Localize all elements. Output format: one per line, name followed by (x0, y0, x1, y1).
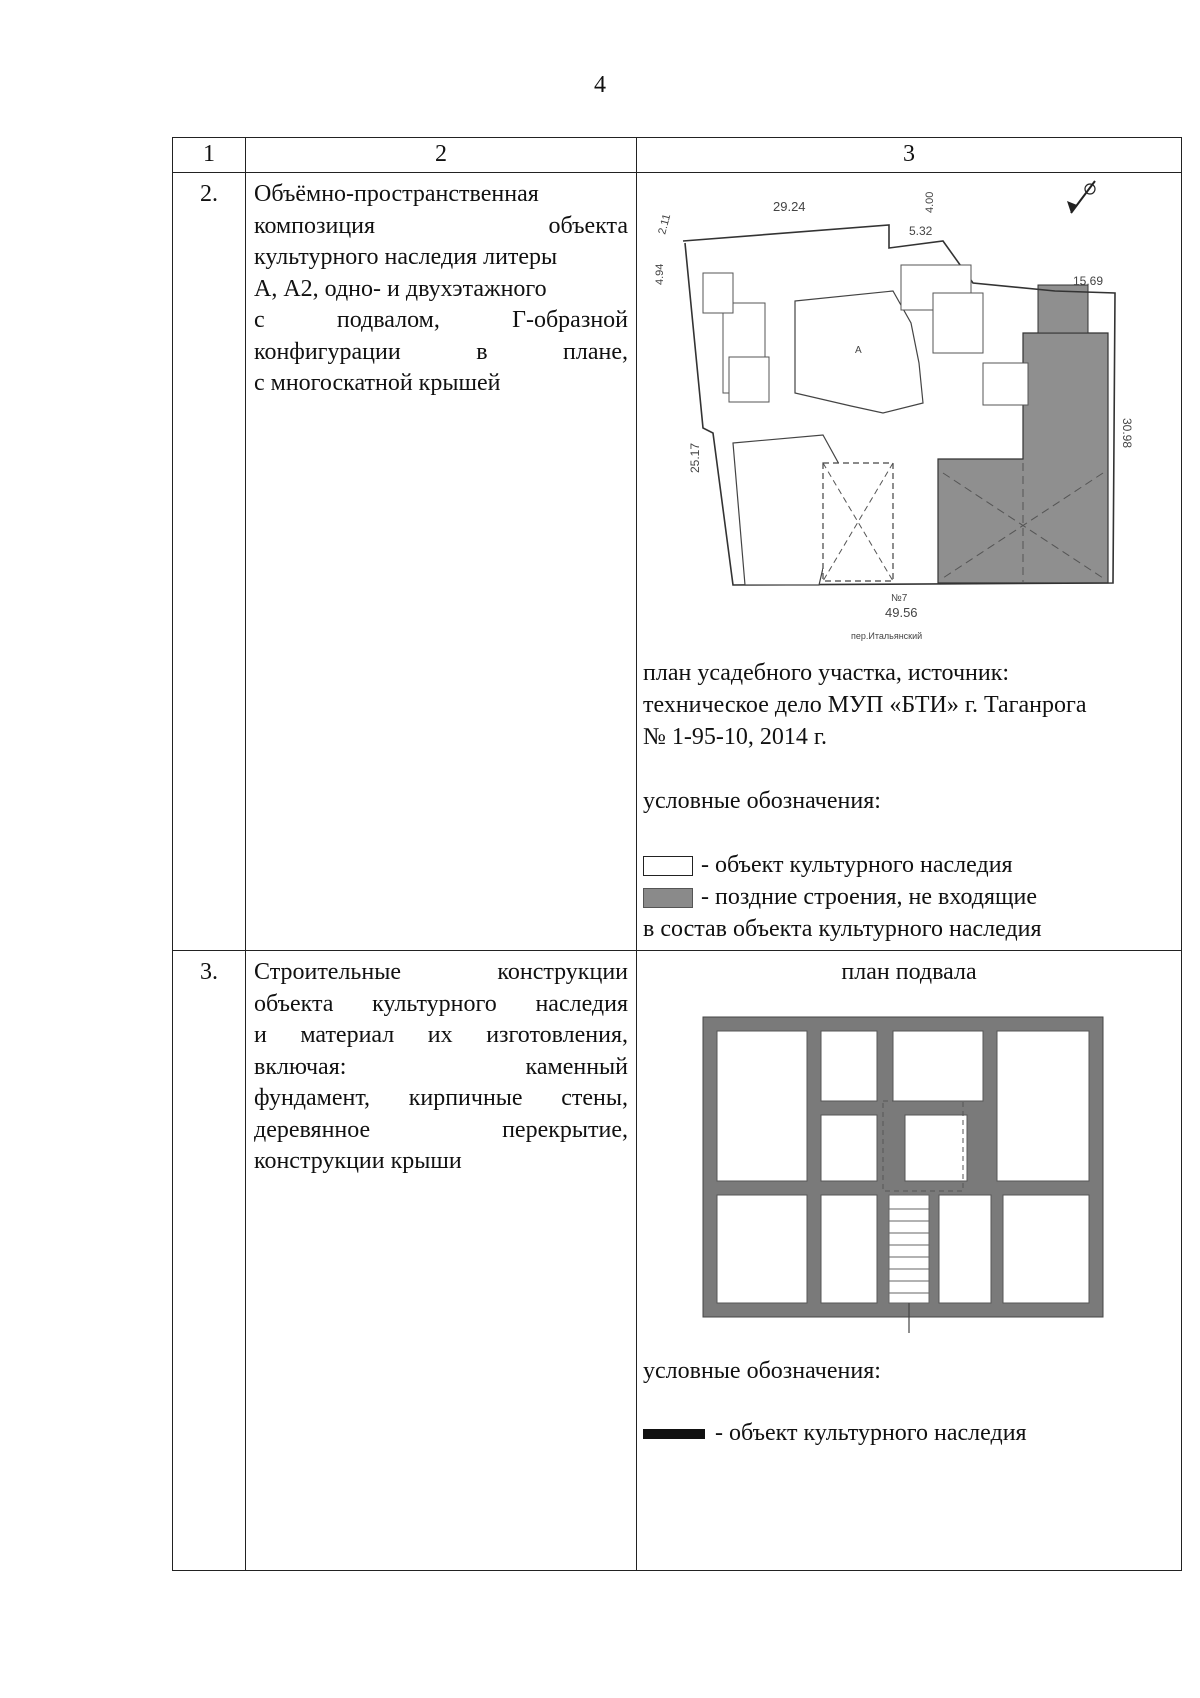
legend-item-heritage: - объект культурного наследия (643, 849, 1175, 881)
legend-swatch-white (643, 856, 693, 876)
liter-label: А (855, 345, 862, 356)
basement-plan-image (643, 999, 1173, 1339)
building-block (933, 293, 983, 353)
dim-right: 30.98 (1120, 418, 1134, 449)
legend-title: условные обозначения: (643, 788, 881, 814)
row-description: Объёмно-пространственная композиция объекта культурного наследия литеры А, А2, одно- и двухэтажного с подвалом, Г-образной конфигурации в плане, с многоскатной крышей (246, 173, 637, 951)
dim-d3: 4.00 (924, 191, 936, 213)
header-col-1: 1 (173, 138, 246, 173)
header-col-3: 3 (637, 138, 1182, 173)
site-plan-image (643, 173, 1173, 643)
north-arrow-icon (1067, 181, 1095, 213)
building-block (729, 357, 769, 402)
dim-d2: 4.94 (654, 263, 666, 285)
table-row (173, 173, 1182, 951)
building-block (703, 273, 733, 313)
figure-cell (637, 173, 1182, 951)
dim-bottom: 49.56 (885, 605, 918, 620)
row-description: Строительные конструкции объекта культурного наследия и материал их изготовления, включая: каменный фундамент, кирпичные стены, деревянное перекрытие, конструкции крыши (246, 951, 637, 1571)
row-number: 2. (173, 173, 246, 951)
table-row (173, 951, 1182, 1571)
caption-line: план усадебного участка, источник: (643, 660, 1010, 686)
heritage-table (172, 137, 1182, 1571)
dim-d4: 5.32 (909, 224, 933, 238)
legend-item-heritage: - объект культурного наследия (643, 1417, 1175, 1449)
street-name: пер.Итальянский (851, 631, 923, 641)
legend-item-late: - поздние строения, не входящие (643, 881, 1175, 913)
legend-item-late-cont: в состав объекта культурного наследия (643, 916, 1042, 942)
legend-title: условные обозначения: (643, 1357, 881, 1384)
table-header-row (173, 138, 1182, 173)
page-number: 4 (594, 72, 606, 98)
dim-top: 29.24 (773, 199, 806, 214)
legend-swatch-grey (643, 888, 693, 908)
dim-d1: 2.11 (656, 212, 674, 236)
building-block (983, 363, 1028, 405)
caption-line: № 1-95-10, 2014 г. (643, 724, 828, 750)
header-col-2: 2 (246, 138, 637, 173)
dim-left: 25.17 (688, 442, 702, 473)
plot-number: №7 (891, 593, 908, 604)
figure-cell (637, 951, 1182, 1571)
dim-d5: 15.69 (1073, 274, 1104, 288)
stairs (889, 1195, 929, 1303)
basement-title: план подвала (841, 959, 977, 985)
row-number: 3. (173, 951, 246, 1571)
legend-swatch-black (643, 1429, 705, 1439)
caption-line: техническое дело МУП «БТИ» г. Таганрога (643, 692, 1087, 718)
